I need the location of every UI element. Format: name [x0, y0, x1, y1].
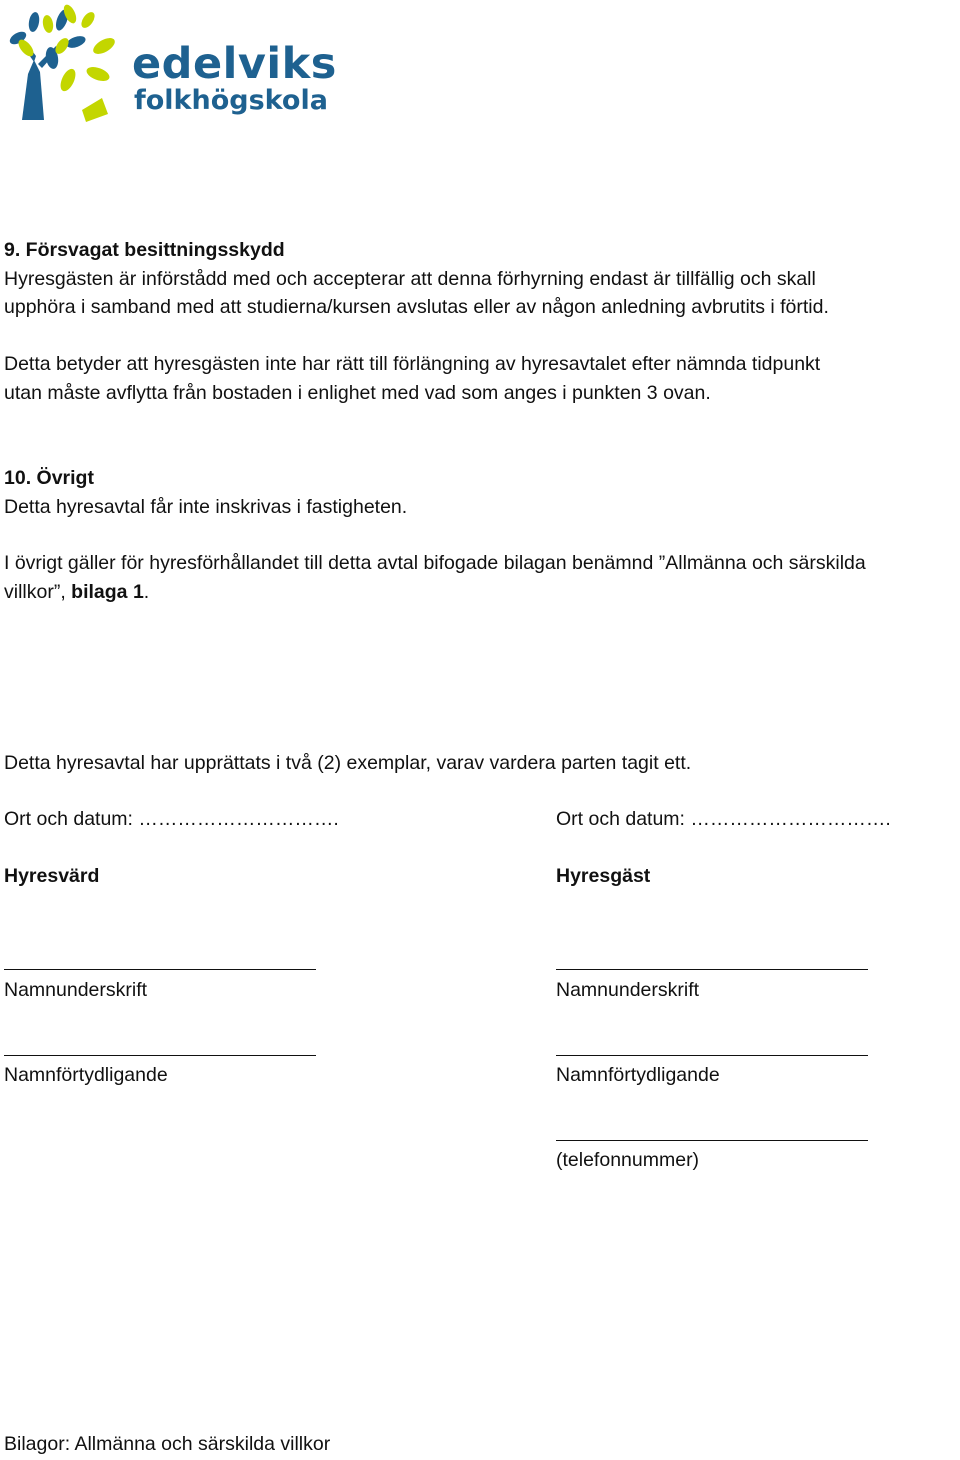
attachment-reference: bilaga 1	[71, 580, 144, 603]
place-date-tenant: Ort och datum: ………………………….	[556, 808, 891, 830]
role-tenant: Hyresgäst	[556, 865, 651, 887]
section-9-paragraph-1-line-1: Hyresgästen är införstådd med och accepterar att denna förhyrning endast är tillfällig och skall	[4, 267, 816, 290]
name-line-tenant	[556, 1055, 868, 1056]
name-label-tenant: Namnförtydligande	[556, 1064, 720, 1086]
section-10-paragraph-2-text: villkor”,	[4, 580, 72, 603]
section-10-paragraph-2-line-2	[4, 578, 960, 607]
section-10-paragraph-2-line-1: I övrigt gäller för hyresförhållandet till detta avtal bifogade bilagan benämnd ”Allmänna och särskilda	[4, 552, 866, 574]
signature-label-landlord: Namnunderskrift	[4, 979, 148, 1001]
copies-statement: Detta hyresavtal har upprättats i två (2) exemplar, varav vardera parten tagit ett.	[4, 752, 692, 774]
section-9	[4, 236, 829, 322]
tree-logo-icon	[4, 2, 124, 126]
logo-wordmark-edelviks: edelviks	[132, 39, 337, 89]
signature-line-landlord	[4, 969, 316, 970]
section-9-paragraph-2-line-1: Detta betyder att hyresgästen inte har rätt till förlängning av hyresavtalet efter nämnda tidpunkt	[4, 353, 821, 375]
role-landlord: Hyresvärd	[4, 865, 100, 887]
section-9-paragraph-2-line-2: utan måste avflytta från bostaden i enlighet med vad som anges i punkten 3 ovan.	[4, 381, 711, 404]
name-label-landlord: Namnförtydligande	[4, 1064, 168, 1086]
phone-line-tenant	[556, 1140, 868, 1141]
section-10-heading: 10. Övrigt	[4, 467, 94, 489]
section-10	[4, 464, 407, 521]
section-9-heading: 9. Försvagat besittningsskydd	[4, 239, 285, 261]
phone-label-tenant: (telefonnummer)	[556, 1149, 700, 1171]
signature-line-tenant	[556, 969, 868, 970]
signature-label-tenant: Namnunderskrift	[556, 979, 700, 1001]
school-logo	[4, 2, 344, 126]
attachments-note: Bilagor: Allmänna och särskilda villkor	[4, 1433, 331, 1455]
section-10-paragraph-2	[4, 549, 960, 606]
section-10-paragraph-1: Detta hyresavtal får inte inskrivas i fastigheten.	[4, 495, 408, 518]
section-9-paragraph-2	[4, 350, 820, 407]
logo-wordmark-folkhogskola: folkhögskola	[134, 85, 328, 116]
section-9-paragraph-1-line-2: upphöra i samband med att studierna/kursen avslutas eller av någon anledning avbrutits i förtid.	[4, 296, 829, 318]
section-10-paragraph-2-end: .	[143, 580, 150, 603]
name-line-landlord	[4, 1055, 316, 1056]
place-date-landlord: Ort och datum: ………………………….	[4, 808, 339, 830]
